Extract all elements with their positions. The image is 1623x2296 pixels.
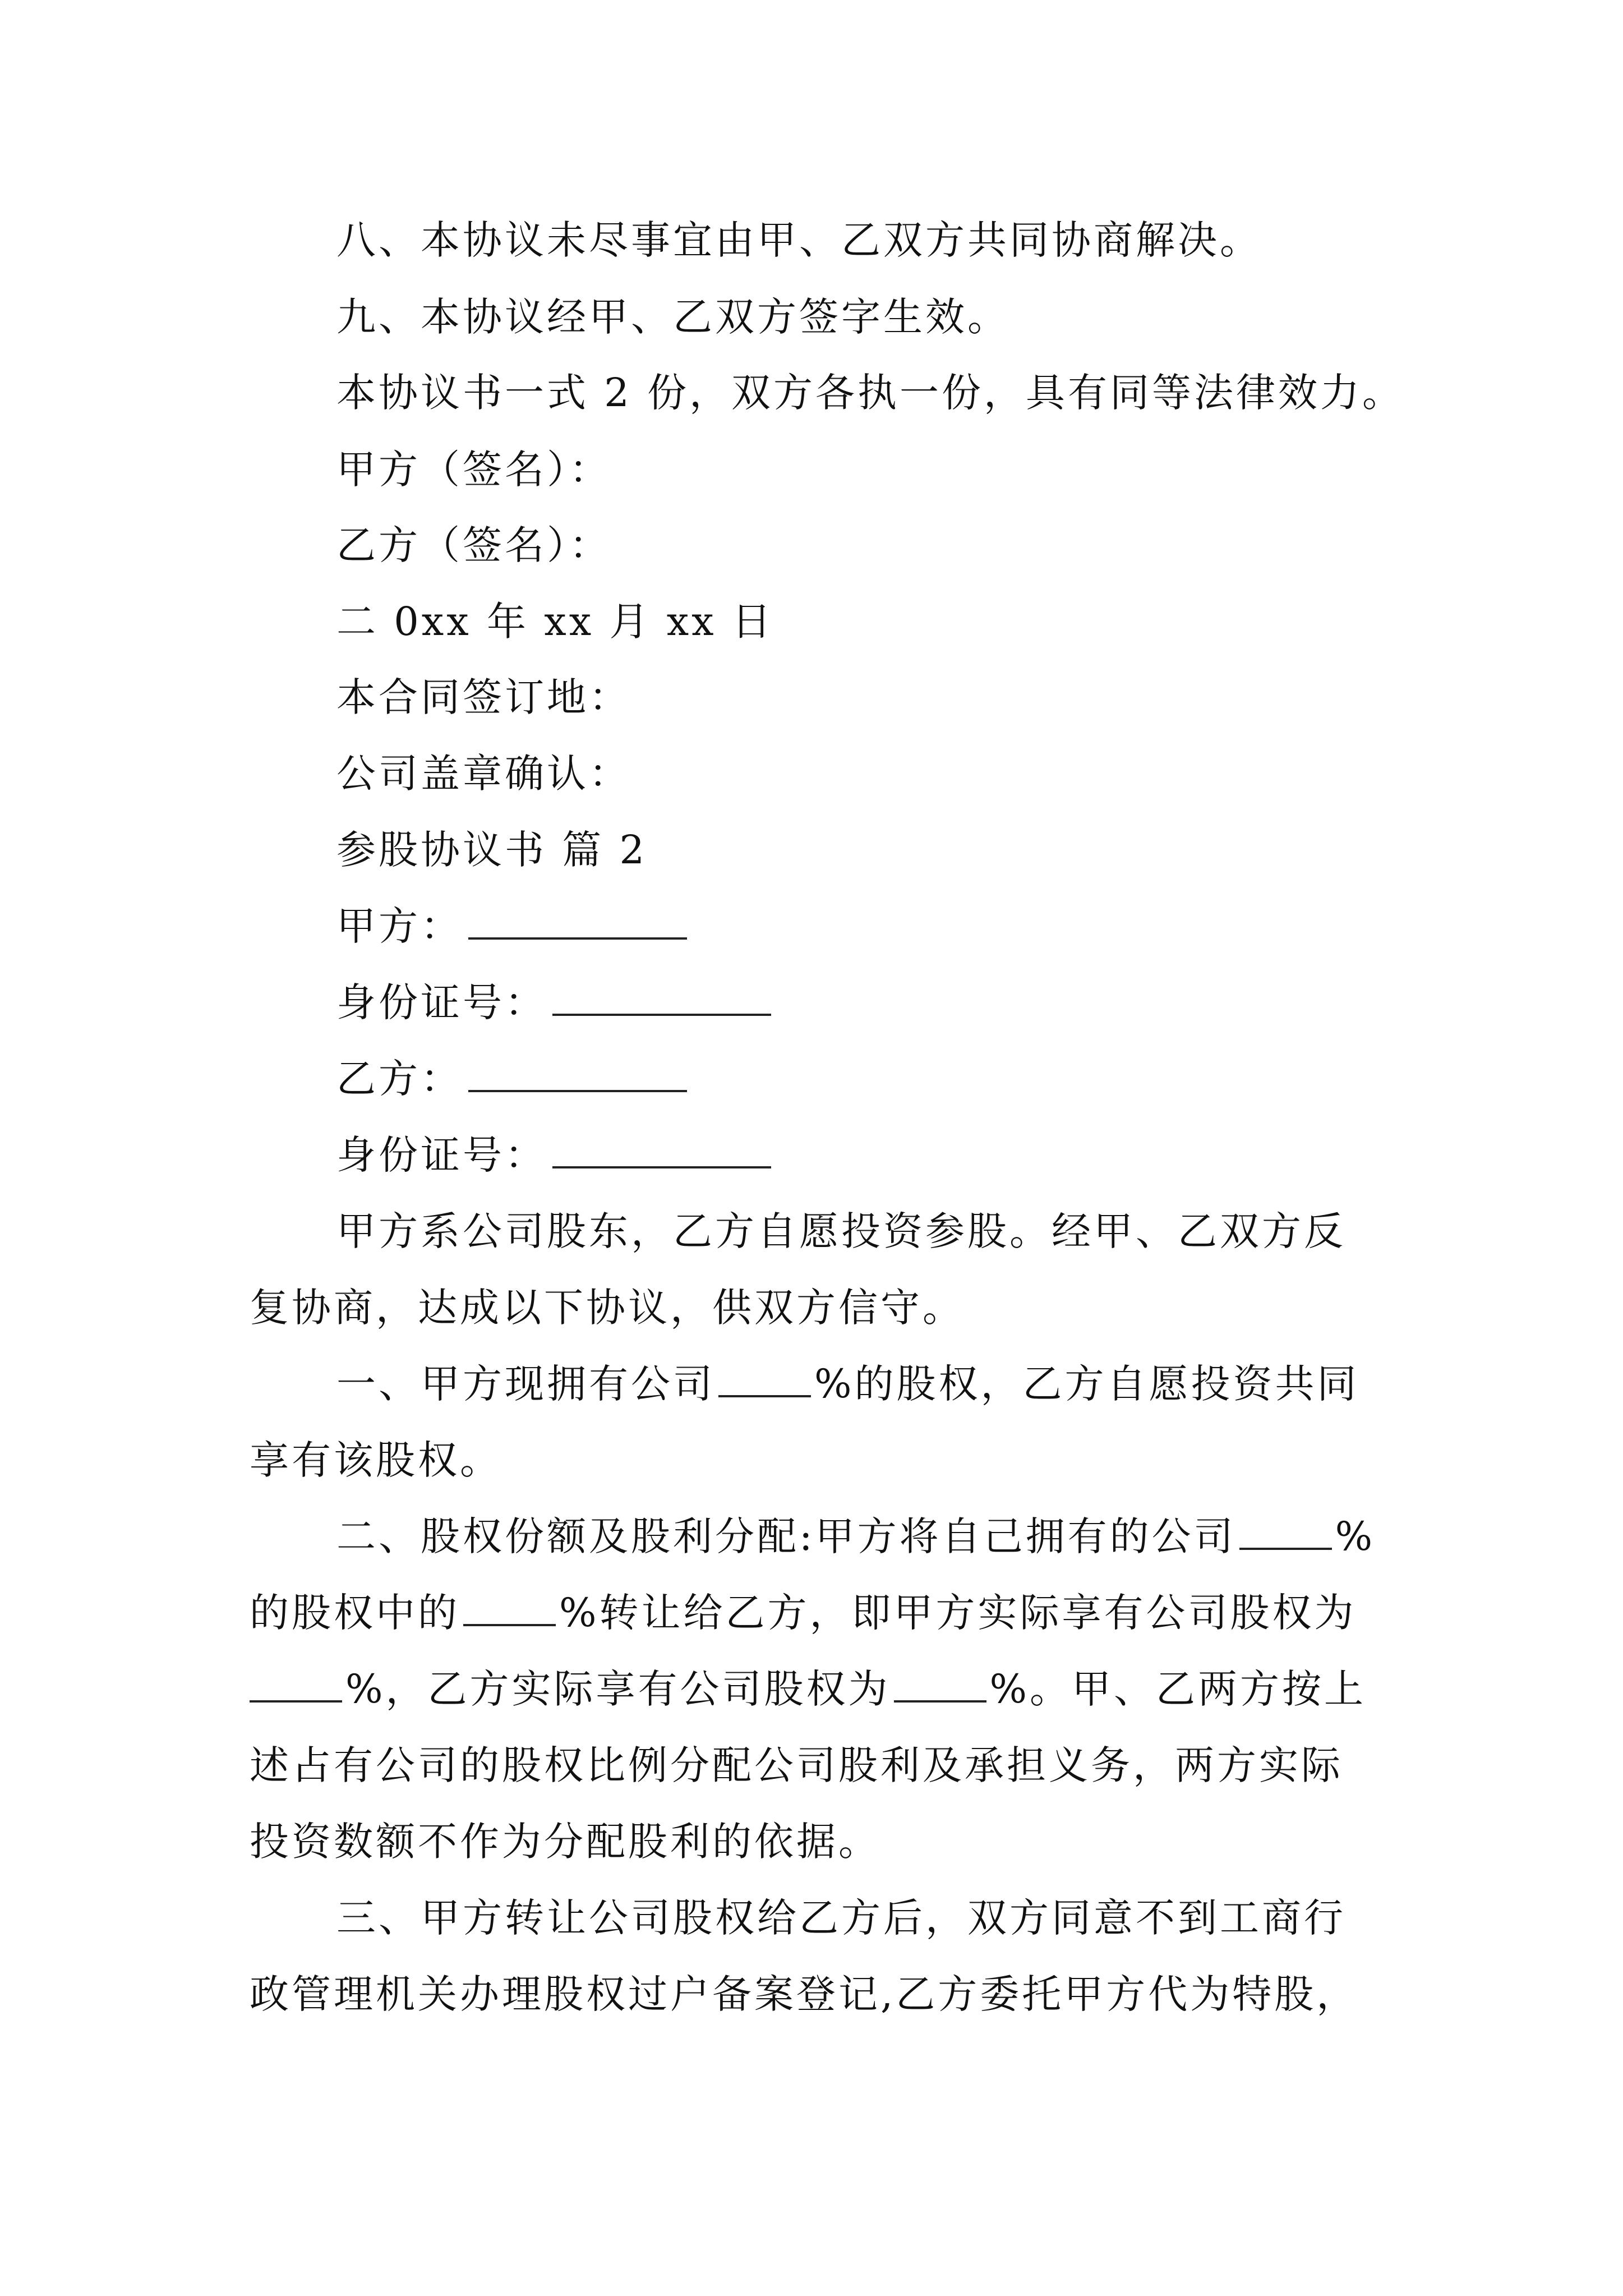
signing-place-label: 本合同签订地：: [336, 674, 631, 720]
article-2-text-a: 二、股权份额及股利分配:甲方将自己拥有的公司: [336, 1513, 1236, 1559]
party-a-field: [0, 901, 1623, 951]
section-heading: [0, 825, 1623, 875]
article-2-text-d: %转让给乙方，即甲方实际享有公司股权为: [559, 1590, 1357, 1636]
preamble-text-1: 甲方系公司股东，乙方自愿投资参股。经甲、乙双方反: [336, 1208, 1346, 1254]
party-a-id-label: 身份证号：: [336, 979, 547, 1025]
party-b-id-blank: [552, 1131, 771, 1168]
preamble-text-2: 复协商，达成以下协议，供双方信守。: [250, 1285, 965, 1331]
party-a-label: 甲方：: [336, 903, 463, 949]
party-b-signature-label: 乙方（签名）：: [336, 522, 611, 568]
company-seal: [0, 748, 1623, 799]
party-a-signature: [0, 444, 1623, 495]
clause-8: [0, 215, 1623, 265]
clause-9-text: 九、本协议经甲、乙双方签字生效。: [336, 294, 1009, 340]
clause-9: [0, 292, 1623, 342]
article-2-blank-1: [1239, 1513, 1332, 1550]
article-3-text-a: 三、甲方转让公司股权给乙方后，双方同意不到工商行: [336, 1895, 1346, 1941]
article-1-blank: [718, 1360, 811, 1397]
article-2-line-2: [0, 1588, 1623, 1638]
article-2-blank-3: [250, 1665, 342, 1703]
party-b-id-field: [0, 1130, 1623, 1180]
preamble-line-2: [0, 1282, 1623, 1333]
company-seal-label: 公司盖章确认：: [336, 751, 631, 797]
preamble-line-1: [0, 1206, 1623, 1257]
party-a-blank: [468, 903, 687, 940]
signing-date: [0, 596, 1623, 647]
article-1-line-1: [0, 1359, 1623, 1409]
article-1-line-2: [0, 1435, 1623, 1485]
signing-place: [0, 672, 1623, 723]
party-a-id-blank: [552, 979, 771, 1016]
article-2-text-g: 述占有公司的股权比例分配公司股利及承担义务，两方实际: [250, 1742, 1343, 1788]
copies-statement: [0, 367, 1623, 418]
article-2-line-5: [0, 1816, 1623, 1867]
party-a-signature-label: 甲方（签名）：: [336, 447, 611, 493]
clause-8-text: 八、本协议未尽事宜由甲、乙双方共同协商解决。: [336, 217, 1262, 263]
article-2-text-h: 投资数额不作为分配股利的依据。: [250, 1819, 880, 1865]
article-2-line-3: [0, 1664, 1623, 1714]
party-b-id-label: 身份证号：: [336, 1132, 547, 1178]
article-2-blank-2: [463, 1589, 556, 1626]
article-3-text-b: 政管理机关办理股权过户备案登记,乙方委托甲方代为特股，: [250, 1971, 1359, 2017]
article-2-text-b: %: [1335, 1513, 1376, 1559]
copies-statement-text: 本协议书一式 2 份，双方各执一份，具有同等法律效力。: [336, 370, 1405, 416]
party-a-id-field: [0, 977, 1623, 1028]
article-1-text-c: 享有该股权。: [250, 1437, 502, 1483]
section-heading-text: 参股协议书 篇 2: [336, 827, 648, 873]
party-b-field: [0, 1053, 1623, 1104]
article-3-line-2: [0, 1969, 1623, 2019]
article-2-line-4: [0, 1740, 1623, 1791]
article-3-line-1: [0, 1893, 1623, 1943]
article-2-blank-4: [894, 1665, 986, 1703]
party-b-signature: [0, 520, 1623, 570]
article-2-text-f: %。甲、乙两方按上: [989, 1666, 1367, 1712]
party-b-blank: [468, 1055, 687, 1092]
article-2-text-c: 的股权中的: [250, 1590, 460, 1636]
party-b-label: 乙方：: [336, 1056, 463, 1102]
article-1-text-a: 一、甲方现拥有公司: [336, 1361, 715, 1407]
article-2-line-1: [0, 1511, 1623, 1562]
article-2-text-e: %，乙方实际享有公司股权为: [345, 1666, 891, 1712]
signing-date-text: 二 0xx 年 xx 月 xx 日: [336, 599, 774, 645]
article-1-text-b: %的股权，乙方自愿投资共同: [814, 1361, 1359, 1407]
